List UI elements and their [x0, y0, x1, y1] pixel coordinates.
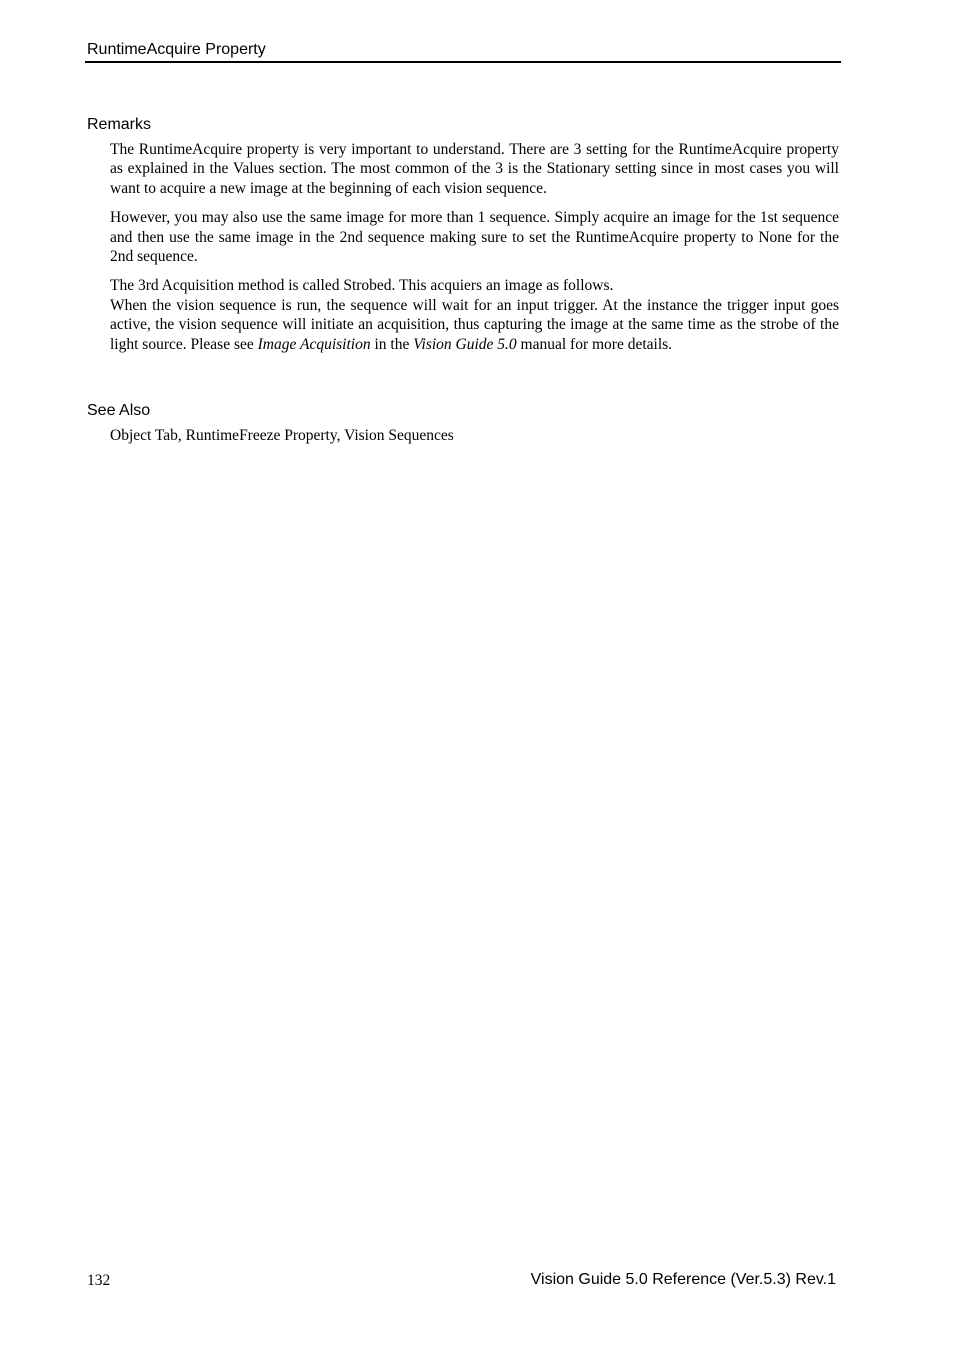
- remarks-paragraph-4: [110, 296, 839, 354]
- remarks-p4-text-1: When the vision sequence is run, the sequence will wait for an input trigger. At the instance the trigger input goes active, the vision sequence will initiate an acquisition, thus capturing the image at the same time as the strobe of the light source. Please see: [110, 296, 839, 353]
- page-header-title: RuntimeAcquire Property: [87, 41, 266, 58]
- page-number: 132: [87, 1272, 111, 1289]
- remarks-p4-text-3: manual for more details.: [516, 335, 673, 353]
- see-also-heading: See Also: [87, 402, 151, 419]
- see-also-body: [110, 426, 839, 445]
- remarks-heading: Remarks: [87, 116, 152, 133]
- see-also-text: Object Tab, RuntimeFreeze Property, Vision Sequences: [110, 427, 454, 444]
- remarks-paragraph-1: The RuntimeAcquire property is very important to understand. There are 3 setting for the RuntimeAcquire property as explained in the Values section. The most common of the 3 is the Stationary setting since in most cases you will want to acquire a new image at the beginning of each vision sequence.: [110, 141, 839, 197]
- image-acquisition-reference: Image Acquisition: [257, 335, 371, 353]
- vision-guide-reference: Vision Guide 5.0: [413, 335, 517, 353]
- remarks-p4-text-2: in the: [370, 335, 414, 353]
- remarks-body: [110, 140, 839, 354]
- page-header: [85, 39, 841, 63]
- remarks-paragraph-2: However, you may also use the same image for more than 1 sequence. Simply acquire an image for the 1st sequence and then use the same image in the 2nd sequence making sure to set the RuntimeAcquire property to None for the 2nd sequence.: [110, 209, 839, 266]
- remarks-paragraph-3: The 3rd Acquisition method is called Strobed. This acquiers an image as follows.: [110, 277, 614, 295]
- footer-document-title: Vision Guide 5.0 Reference (Ver.5.3) Rev.1: [530, 1271, 836, 1288]
